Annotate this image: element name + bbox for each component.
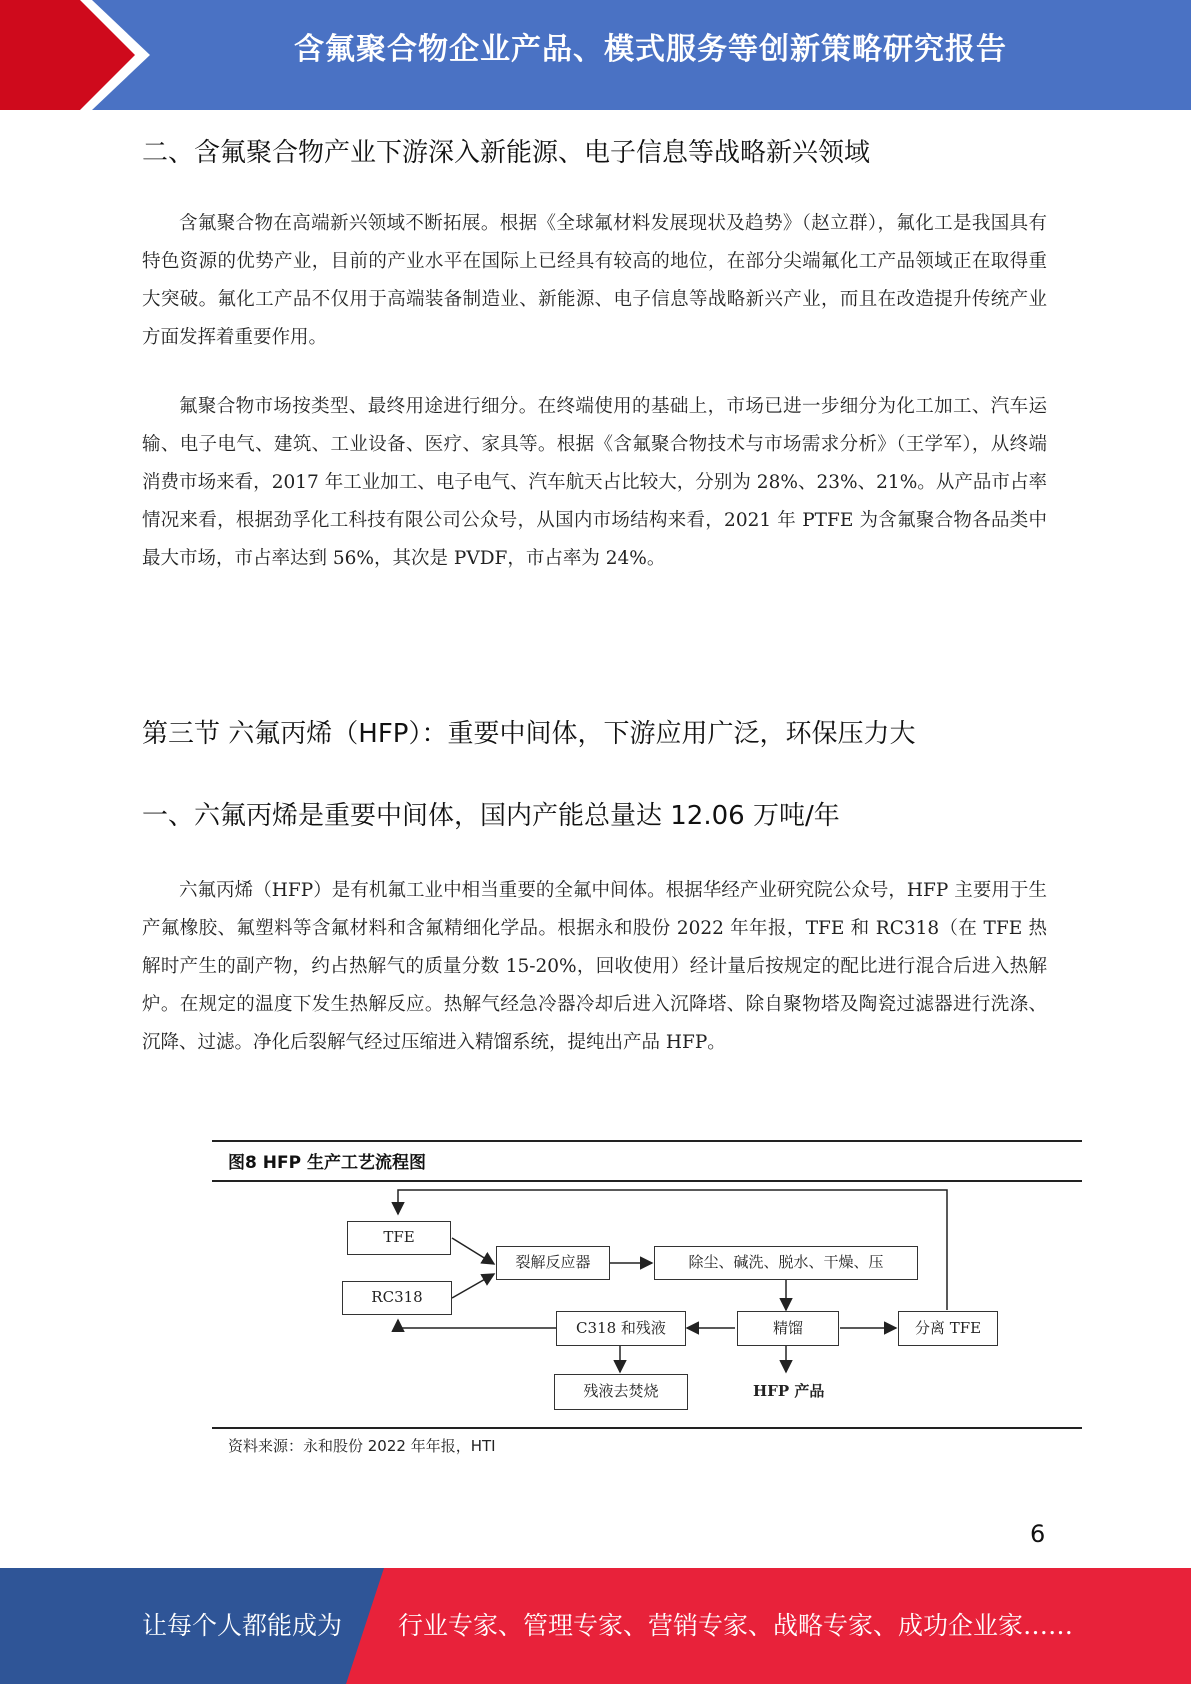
flow-node-tfe: TFE bbox=[347, 1221, 451, 1255]
page-footer bbox=[0, 1568, 1191, 1684]
footer-slogan-left: 让每个人都能成为 bbox=[142, 1611, 343, 1640]
flow-node-reactor: 裂解反应器 bbox=[496, 1246, 610, 1280]
page-header bbox=[0, 0, 1191, 110]
process-flow-diagram bbox=[330, 1180, 1010, 1420]
figure-source: 资料来源：永和股份 2022 年年报，HTI bbox=[228, 1437, 496, 1455]
section-heading: 二、含氟聚合物产业下游深入新能源、电子信息等战略新兴领域 bbox=[142, 138, 871, 168]
page-number: 6 bbox=[1030, 1520, 1046, 1548]
header-title: 含氟聚合物企业产品、模式服务等创新策略研究报告 bbox=[294, 32, 1007, 67]
figure-top-rule bbox=[212, 1140, 1082, 1142]
section-heading: 一、六氟丙烯是重要中间体，国内产能总量达 12.06 万吨/年 bbox=[142, 801, 840, 831]
figure-title: 图8 HFP 生产工艺流程图 bbox=[228, 1153, 426, 1173]
chapter-heading: 第三节 六氟丙烯（HFP）：重要中间体，下游应用广泛，环保压力大 bbox=[142, 719, 916, 749]
flow-node-separate: 分离 TFE bbox=[898, 1311, 998, 1346]
paragraph: 氟聚合物市场按类型、最终用途进行细分。在终端使用的基础上，市场已进一步细分为化工加工、汽车运输、电子电气、建筑、工业设备、医疗、家具等。根据《含氟聚合物技术与市场需求分析》（王学军），从终端消费市场来看，2017 年工业加工、电子电气、汽车航天占比较大，分别为 28%、23%、21%。从产品市占率情况来看，根据劲孚化工科技有限公司公众号，从国内市场结构来看，2021 年 PTFE 为含氟聚合物各品类中最大市场，市占率达到 56%，其次是 PVDF，市占率为 24%。 bbox=[142, 396, 1047, 569]
footer-slogan-right: 行业专家、管理专家、营销专家、战略专家、成功企业家…… bbox=[398, 1611, 1074, 1640]
flow-node-incinerate: 残液去焚烧 bbox=[554, 1374, 688, 1410]
paragraph: 含氟聚合物在高端新兴领域不断拓展。根据《全球氟材料发展现状及趋势》（赵立群），氟化工是我国具有特色资源的优势产业，目前的产业水平在国际上已经具有较高的地位，在部分尖端氟化工产品领域正在取得重大突破。氟化工产品不仅用于高端装备制造业、新能源、电子信息等战略新兴产业，而且在改造提升传统产业方面发挥着重要作用。 bbox=[142, 213, 1047, 348]
flow-node-product: HFP 产品 bbox=[753, 1382, 825, 1400]
flow-node-rc318: RC318 bbox=[342, 1281, 452, 1315]
flow-node-purify: 除尘、碱洗、脱水、干燥、压 bbox=[654, 1246, 918, 1280]
paragraph: 六氟丙烯（HFP）是有机氟工业中相当重要的全氟中间体。根据华经产业研究院公众号，HFP 主要用于生产氟橡胶、氟塑料等含氟材料和含氟精细化学品。根据永和股份 2022 年年报，TFE 和 RC318（在 TFE 热解时产生的副产物，约占热解气的质量分数 15-20%，回收使用）经计量后按规定的配比进行混合后进入热解炉。在规定的温度下发生热解反应。热解气经急冷器冷却后进入沉降塔、除自聚物塔及陶瓷过滤器进行洗涤、沉降、过滤。净化后裂解气经过压缩进入精馏系统，提纯出产品 HFP。 bbox=[142, 880, 1047, 1053]
flow-node-c318: C318 和残液 bbox=[556, 1311, 686, 1346]
figure-bottom-rule bbox=[212, 1427, 1082, 1429]
flow-node-distill: 精馏 bbox=[737, 1311, 839, 1346]
